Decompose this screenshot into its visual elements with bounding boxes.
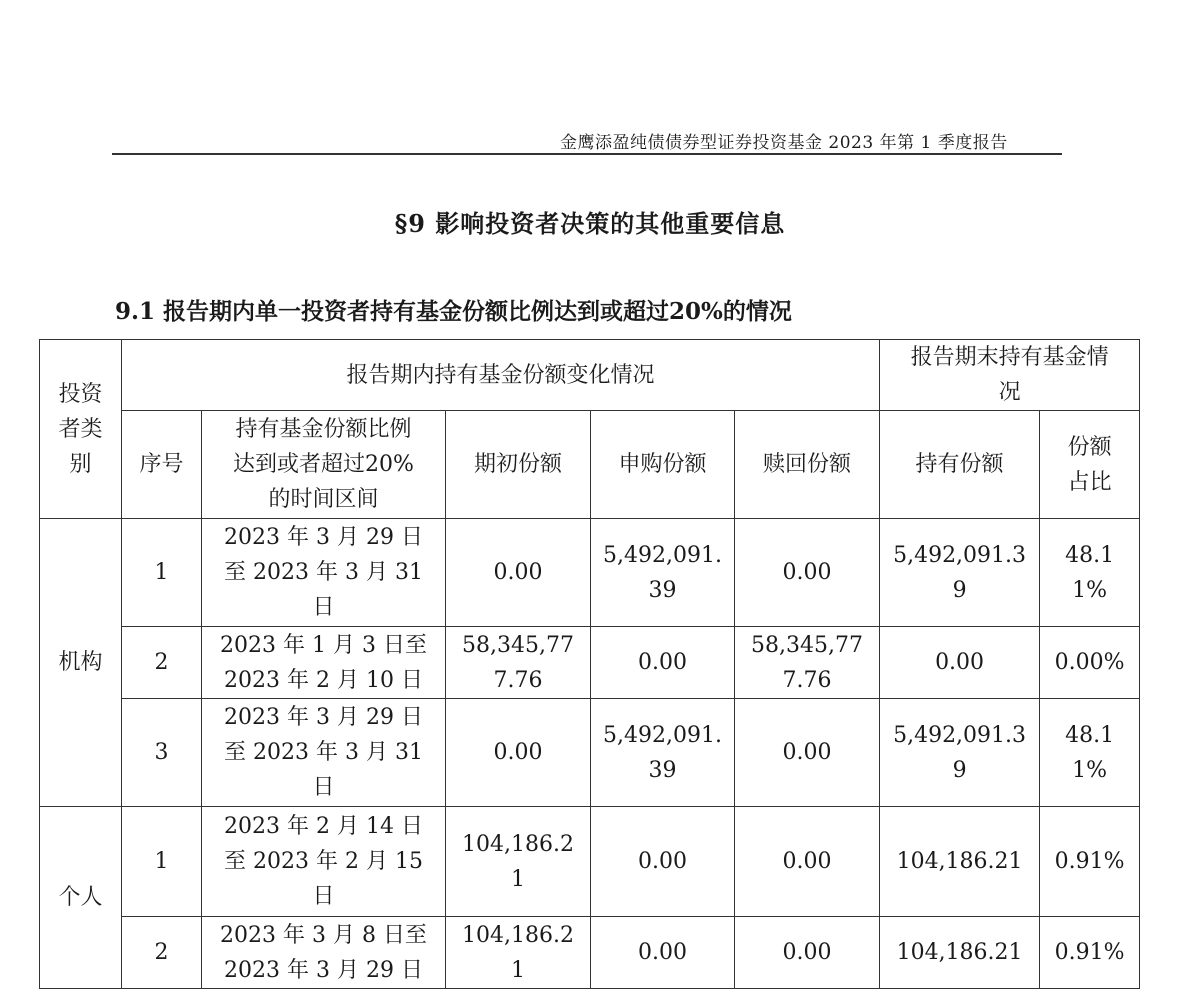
header-rule	[112, 153, 1062, 155]
table-row	[40, 519, 1140, 627]
table-row	[40, 699, 1140, 807]
seq-cell: 2	[122, 627, 202, 699]
investor-type-header: 投资者类别	[40, 340, 122, 519]
period-cell: 2023 年 3 月 29 日至 2023 年 3 月 31 日	[202, 519, 446, 627]
table-row	[40, 627, 1140, 699]
redemption-cell: 0.00	[735, 699, 880, 807]
holdings-table	[39, 339, 1140, 989]
seq-header: 序号	[122, 411, 202, 519]
opening-header: 期初份额	[446, 411, 591, 519]
ratio-cell: 0.91%	[1040, 917, 1140, 989]
seq-cell: 3	[122, 699, 202, 807]
seq-cell: 1	[122, 807, 202, 917]
running-header: 金鹰添盈纯债债券型证券投资基金 2023 年第 1 季度报告	[560, 133, 1008, 153]
subscription-cell: 0.00	[591, 627, 735, 699]
seq-cell: 2	[122, 917, 202, 989]
opening-cell: 0.00	[446, 519, 591, 627]
ratio-cell: 48.11%	[1040, 519, 1140, 627]
opening-cell: 104,186.21	[446, 917, 591, 989]
investor-type-cell: 机构	[40, 519, 122, 807]
redemption-cell: 0.00	[735, 807, 880, 917]
opening-cell: 58,345,777.76	[446, 627, 591, 699]
holding-cell: 5,492,091.39	[880, 699, 1040, 807]
subscription-cell: 0.00	[591, 807, 735, 917]
redemption-cell: 0.00	[735, 519, 880, 627]
holding-header: 持有份额	[880, 411, 1040, 519]
opening-cell: 0.00	[446, 699, 591, 807]
table-row	[40, 917, 1140, 989]
period-cell: 2023 年 2 月 14 日至 2023 年 2 月 15 日	[202, 807, 446, 917]
ratio-header: 份额占比	[1040, 411, 1140, 519]
period-cell: 2023 年 1 月 3 日至 2023 年 2 月 10 日	[202, 627, 446, 699]
redemption-cell: 0.00	[735, 917, 880, 989]
seq-cell: 1	[122, 519, 202, 627]
holding-cell: 104,186.21	[880, 807, 1040, 917]
holding-cell: 0.00	[880, 627, 1040, 699]
header-row-1	[40, 340, 1140, 411]
ratio-cell: 0.91%	[1040, 807, 1140, 917]
subscription-cell: 0.00	[591, 917, 735, 989]
period-cell: 2023 年 3 月 29 日至 2023 年 3 月 31 日	[202, 699, 446, 807]
end-group-header: 报告期末持有基金情况	[880, 340, 1140, 411]
redemption-cell: 58,345,777.76	[735, 627, 880, 699]
holding-cell: 104,186.21	[880, 917, 1040, 989]
change-group-header: 报告期内持有基金份额变化情况	[122, 340, 880, 411]
investor-type-cell: 个人	[40, 807, 122, 989]
table-row	[40, 807, 1140, 917]
header-row-2	[40, 411, 1140, 519]
holding-cell: 5,492,091.39	[880, 519, 1040, 627]
period-cell: 2023 年 3 月 8 日至 2023 年 3 月 29 日	[202, 917, 446, 989]
subsection-title: 9.1 报告期内单一投资者持有基金份额比例达到或超过20%的情况	[115, 298, 792, 325]
ratio-cell: 0.00%	[1040, 627, 1140, 699]
opening-cell: 104,186.21	[446, 807, 591, 917]
period-header: 持有基金份额比例达到或者超过20%的时间区间	[202, 411, 446, 519]
ratio-cell: 48.11%	[1040, 699, 1140, 807]
redemption-header: 赎回份额	[735, 411, 880, 519]
subscription-cell: 5,492,091.39	[591, 699, 735, 807]
subscription-header: 申购份额	[591, 411, 735, 519]
subscription-cell: 5,492,091.39	[591, 519, 735, 627]
section-title: §9 影响投资者决策的其他重要信息	[394, 209, 786, 238]
